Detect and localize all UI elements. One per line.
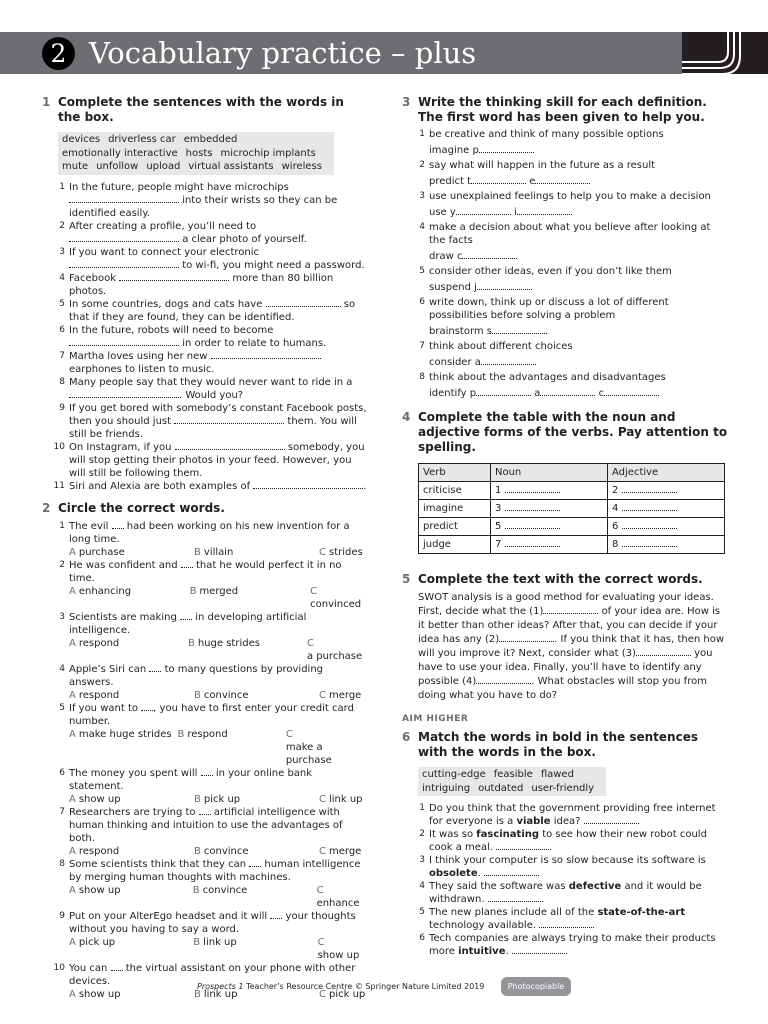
option-c[interactable]: C strides	[319, 546, 363, 558]
page-footer	[0, 977, 768, 997]
exercise-3-heading: 3 Write the thinking skill for each definition. The first word has been given to help you.	[402, 95, 707, 124]
list-item: 5 The new planes include all of the state-of-the-art technology available.	[419, 907, 686, 931]
exercise-3-items	[418, 128, 728, 400]
option-b[interactable]: B link up	[194, 988, 238, 1000]
option-c[interactable]: Cconvinced	[310, 585, 362, 610]
list-item: 4 They said the software was defective and it would be withdrawn.	[419, 881, 702, 905]
verb-table	[418, 463, 725, 554]
option-b[interactable]: B link up	[193, 936, 237, 948]
list-item: 10 On Instagram, if you somebody, you will stop getting their photos in your feed. However, you will still be following them.	[53, 441, 365, 479]
option-b[interactable]: B convince	[192, 884, 248, 896]
answer-blank[interactable]	[636, 647, 691, 656]
answer-blank[interactable]	[517, 206, 572, 215]
answer-blank[interactable]	[484, 867, 539, 876]
answer-blank[interactable]	[496, 841, 551, 850]
table-row: judge 7 8	[419, 536, 725, 554]
exercise-number: 1	[42, 95, 51, 109]
list-item: 3 If you want to connect your electronic to wi-fi, you might need a password.	[59, 246, 365, 271]
answer-blank[interactable]	[476, 675, 531, 684]
option-a[interactable]: A show up	[69, 884, 121, 896]
list-item: 1 The evil had been working on his new invention for a long time. A purchase B villain C strides	[59, 520, 363, 558]
list-item: 1 In the future, people might have microchips into their wrists so they can be identified easily.	[59, 181, 338, 219]
answer-blank[interactable]	[69, 259, 179, 268]
answer-blank[interactable]	[462, 250, 517, 259]
page-header	[0, 32, 768, 74]
list-item: 5 consider other ideas, even if you don’t like them suspend j	[419, 266, 672, 293]
answer-blank[interactable]	[69, 337, 179, 346]
left-column	[42, 95, 369, 1001]
answer-blank[interactable]	[488, 893, 543, 902]
answer-cell[interactable]: 1	[491, 482, 608, 500]
list-item: 8 think about the advantages and disadvantages identify p a c	[419, 372, 666, 399]
exercise-1-heading: 1 Complete the sentences with the words in the box.	[42, 95, 344, 124]
option-a[interactable]: A show up	[69, 988, 121, 1000]
list-item: 2 say what will happen in the future as a result predict t e	[419, 160, 656, 187]
answer-blank[interactable]	[253, 480, 363, 489]
list-item: 6 In the future, robots will need to become in order to relate to humans.	[59, 324, 327, 349]
footer-text: Prospects 1 Teacher’s Resource Centre © Springer Nature Limited 2019	[197, 982, 485, 991]
exercise-6	[402, 713, 728, 958]
exercise-6-heading: 6 Match the words in bold in the sentences with the words in the box.	[402, 730, 698, 759]
answer-cell[interactable]: 6	[608, 518, 725, 536]
answer-blank[interactable]	[175, 441, 285, 450]
answer-cell[interactable]: 4	[608, 500, 725, 518]
answer-blank[interactable]	[270, 910, 282, 919]
list-item: 3 I think your computer is so slow because its software is obsolete.	[419, 855, 706, 879]
option-c[interactable]: C link up	[319, 793, 363, 805]
list-item: 6 write down, think up or discuss a lot of different possibilities before solving a problem brainstorm s	[419, 297, 669, 337]
exercise-1-items	[53, 181, 369, 493]
option-a[interactable]: A respond	[69, 637, 120, 649]
answer-blank[interactable]	[181, 559, 193, 568]
list-item: 10 You can the virtual assistant on your phone with other devices. A show up B link up C pick up	[53, 962, 366, 1000]
word-box-1: devices driverless car embedded emotionally interactive hosts microchip implants mute unfollow upload virtual assistants wireless	[58, 132, 334, 175]
list-item: 7 Martha loves using her new earphones to listen to music.	[58, 350, 369, 376]
exercise-6-items	[418, 802, 728, 958]
answer-blank[interactable]	[266, 298, 341, 307]
option-c[interactable]: C merge	[319, 845, 362, 857]
exercise-5	[402, 572, 728, 703]
list-item: 2 He was confident and that he would perfect it in no time. A enhancing B merged Cconvinced	[58, 559, 369, 611]
option-b[interactable]: B pick up	[194, 793, 241, 805]
option-b[interactable]: B merged	[189, 585, 239, 597]
answer-blank[interactable]	[479, 144, 534, 153]
answer-cell[interactable]: 2	[608, 482, 725, 500]
aim-higher-label: AIM HIGHER	[402, 714, 469, 724]
answer-blank[interactable]	[174, 415, 284, 424]
answer-cell[interactable]: 7	[491, 536, 608, 554]
list-item: 8 Many people say that they would never want to ride in a . Would you?	[59, 376, 353, 401]
answer-blank[interactable]	[141, 702, 153, 711]
answer-blank[interactable]	[512, 945, 567, 954]
list-item: 9 If you get bored with somebody’s constant Facebook posts, then you should just them. You will still be friends.	[59, 402, 367, 440]
page-title: Vocabulary practice – plus	[89, 36, 477, 70]
unit-number: 2	[42, 37, 75, 70]
answer-blank[interactable]	[540, 387, 595, 396]
answer-cell[interactable]: 8	[608, 536, 725, 554]
option-a[interactable]: A respond	[69, 689, 120, 701]
option-b[interactable]: B huge strides	[187, 637, 260, 649]
option-a[interactable]: A respond	[69, 845, 120, 857]
list-item: 4 Apple’s Siri can to many questions by providing answers. A respond B convince C merge	[59, 663, 362, 701]
answer-blank[interactable]	[180, 611, 192, 620]
exercise-1	[42, 95, 369, 493]
list-item: 2 It was so fascinating to see how their new robot could cook a meal.	[419, 829, 707, 853]
table-header-row: Verb Noun Adjective	[419, 464, 725, 482]
answer-cell[interactable]: 5	[491, 518, 608, 536]
answer-blank[interactable]	[112, 520, 124, 529]
option-c[interactable]: Cmake a purchase	[285, 728, 332, 766]
list-item: 2 After creating a profile, you’ll need to a clear photo of yourself.	[59, 220, 307, 245]
answer-blank[interactable]	[211, 350, 321, 359]
option-c[interactable]: Cenhance	[316, 884, 360, 909]
answer-blank[interactable]	[477, 281, 532, 290]
list-item: 5 In some countries, dogs and cats have so that if they are found, they can be identified.	[59, 298, 356, 323]
list-item: 7 think about different choices consider a	[419, 341, 573, 368]
option-a[interactable]: A make huge strides	[69, 728, 172, 740]
answer-blank[interactable]	[149, 663, 161, 672]
table-row: predict 5 6	[419, 518, 725, 536]
exercise-5-text: SWOT analysis is a good method for evaluating your ideas. First, decide what the (1) of your idea are. How is it better than other ideas? After that, you can decide if your idea has any (2) . If you think that it has, then how will you improve it? Next, consider what (3) you have to use your idea. Finally, you’ll have to identify any possible (4) . What obstacles will stop you from doing what you have to do?	[418, 592, 725, 701]
list-item: 11 Siri and Alexia are both examples of .	[53, 480, 367, 492]
option-a[interactable]: A enhancing	[69, 585, 132, 597]
list-item: 4 Facebook more than 80 billion photos.	[59, 272, 334, 297]
answer-blank[interactable]	[201, 767, 213, 776]
answer-blank[interactable]	[539, 919, 594, 928]
right-column	[402, 95, 728, 958]
option-c[interactable]: C pick up	[319, 988, 366, 1000]
option-a[interactable]: A pick up	[69, 936, 116, 948]
list-item: 6 The money you spent will in your online bank statement. A show up B pick up C link up	[59, 767, 363, 805]
list-item: 1 be creative and think of many possible options imagine p	[419, 129, 664, 156]
list-item: 3 use unexplained feelings to help you to make a decision use y i	[419, 191, 711, 218]
table-row: imagine 3 4	[419, 500, 725, 518]
list-item: 7 Researchers are trying to artificial intelligence with human thinking and intuition to use the advantages of both. A respond B convince C merge	[59, 806, 362, 857]
answer-blank[interactable]	[584, 815, 639, 824]
option-b[interactable]: B convince	[194, 845, 249, 857]
option-b[interactable]: B respond	[177, 728, 228, 740]
answer-blank[interactable]	[111, 962, 123, 971]
list-item: 3 Scientists are making in developing artificial intelligence. A respond B huge strides Ca purchase	[58, 611, 369, 663]
answer-blank[interactable]	[249, 858, 261, 867]
answer-blank[interactable]	[499, 633, 554, 642]
answer-blank[interactable]	[456, 206, 511, 215]
exercise-5-heading: 5 Complete the text with the correct words.	[402, 572, 703, 586]
answer-blank[interactable]	[119, 272, 229, 281]
answer-cell[interactable]: 3	[491, 500, 608, 518]
option-c[interactable]: Ca purchase	[306, 637, 363, 662]
option-c[interactable]: Cshow up	[317, 936, 360, 961]
option-a[interactable]: A purchase	[69, 546, 125, 558]
table-row: criticise 1 2	[419, 482, 725, 500]
option-a[interactable]: A show up	[69, 793, 121, 805]
option-b[interactable]: B convince	[194, 689, 249, 701]
word-box-6: cutting-edge feasible flawed intriguing outdated user-friendly	[418, 767, 606, 796]
exercise-2	[42, 501, 369, 1001]
answer-blank[interactable]	[604, 387, 659, 396]
list-item: 5 If you want to , you have to first enter your credit card number. A make huge strides B respond Cmake a purchase	[58, 702, 369, 767]
list-item: 9 Put on your AlterEgo headset and it will your thoughts without you having to say a word. A pick up B link up Cshow up	[58, 910, 369, 962]
option-b[interactable]: B villain	[194, 546, 234, 558]
exercise-2-items	[53, 520, 369, 1001]
list-item: 1 Do you think that the government providing free internet for everyone is a viable idea?	[419, 803, 716, 827]
answer-blank[interactable]	[69, 233, 179, 242]
exercise-4	[402, 410, 728, 554]
list-item: 4 make a decision about what you believe after looking at the facts draw c	[419, 222, 711, 262]
answer-blank[interactable]	[69, 194, 179, 203]
answer-blank[interactable]	[535, 175, 590, 184]
answer-blank[interactable]	[543, 605, 598, 614]
exercise-2-heading: 2 Circle the correct words.	[42, 500, 225, 515]
answer-blank[interactable]	[199, 806, 211, 815]
answer-blank[interactable]	[471, 175, 526, 184]
list-item: 6 Tech companies are always trying to make their products more intuitive.	[419, 933, 716, 957]
answer-blank[interactable]	[69, 389, 179, 398]
exercise-3	[402, 95, 728, 400]
answer-blank[interactable]	[492, 325, 547, 334]
list-item: 8 Some scientists think that they can human intelligence by merging human thoughts with machines. A show up B convince Cenhance	[58, 858, 369, 910]
header-decoration	[682, 32, 768, 74]
option-c[interactable]: C merge	[319, 689, 362, 701]
exercise-4-heading: 4 Complete the table with the noun and adjective forms of the verbs. Pay attention to spelling.	[402, 410, 728, 454]
answer-blank[interactable]	[481, 356, 536, 365]
answer-blank[interactable]	[476, 387, 531, 396]
photocopiable-badge: Photocopiable	[501, 977, 571, 996]
